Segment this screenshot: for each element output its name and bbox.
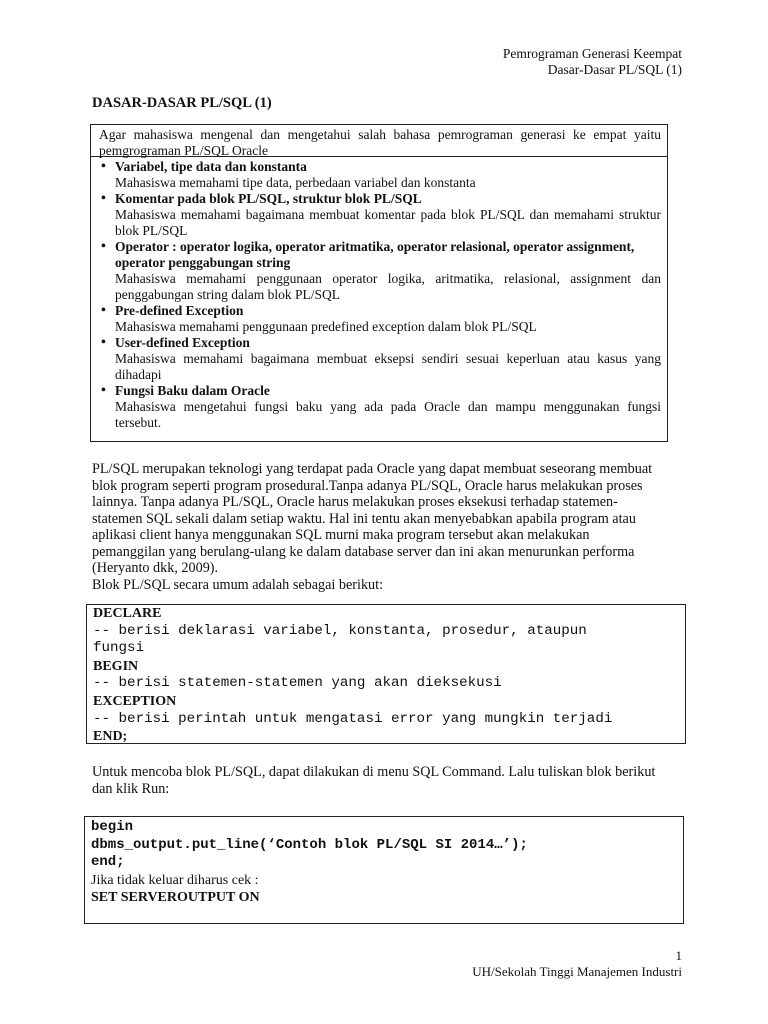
objective-heading: Komentar pada blok PL/SQL, struktur blok PL/SQL — [115, 191, 422, 206]
intro-text — [92, 461, 666, 593]
code-keyword-end: END; — [93, 729, 128, 745]
code-keyword-begin: BEGIN — [93, 658, 139, 674]
page-title: DASAR-DASAR PL/SQL (1) — [92, 95, 272, 111]
code-line-output: dbms_output.put_line(‘Contoh blok PL/SQL SI 2014…’); — [91, 836, 528, 853]
objectives-box — [90, 124, 668, 442]
objective-description: Mahasiswa memahami penggunaan predefined exception dalam blok PL/SQL — [115, 319, 537, 334]
objective-heading: Pre-defined Exception — [115, 303, 244, 318]
bullet-icon: • — [101, 159, 106, 174]
bullet-icon: • — [101, 191, 106, 206]
structure-lead-in: Blok PL/SQL secara umum adalah sebagai berikut: — [92, 576, 384, 593]
code-keyword-declare: DECLARE — [93, 606, 162, 621]
objective-item — [99, 335, 661, 383]
objective-heading: Variabel, tipe data dan konstanta — [115, 159, 307, 174]
code-keyword-exception: EXCEPTION — [93, 693, 177, 709]
bullet-icon: • — [101, 239, 106, 254]
code-note: Jika tidak keluar diharus cek : — [91, 872, 259, 888]
code-line-begin: begin — [91, 819, 134, 835]
objective-item — [99, 303, 661, 335]
code-comment: -- berisi statemen-statemen yang akan dieksekusi — [93, 675, 502, 692]
page-number: 1 — [675, 948, 682, 963]
objective-description: Mahasiswa mengetahui fungsi baku yang ada pada Oracle dan mampu menggunakan fungsi tersebut. — [115, 399, 661, 430]
header-course: Pemrograman Generasi Keempat — [502, 46, 682, 61]
objective-heading: Fungsi Baku dalam Oracle — [115, 383, 270, 398]
example-code-block — [84, 816, 684, 924]
page-footer: UH/Sekolah Tinggi Manajemen Industri — [472, 964, 682, 979]
objective-heading: Operator : operator logika, operator aritmatika, operator relasional, operator assignment, operator penggabungan string — [115, 239, 635, 270]
code-comment: -- berisi perintah untuk mengatasi error yang mungkin terjadi — [93, 710, 613, 727]
objective-description: Mahasiswa memahami bagaimana membuat eksepsi sendiri sesuai keperluan atau kasus yang dihadapi — [115, 351, 661, 382]
bullet-icon: • — [101, 303, 106, 318]
objective-description: Mahasiswa memahami tipe data, perbedaan variabel dan konstanta — [115, 175, 476, 190]
bullet-icon: • — [101, 383, 106, 398]
code-comment: fungsi — [93, 640, 145, 657]
objectives-list — [91, 157, 667, 431]
bullet-icon: • — [101, 335, 106, 350]
objective-heading: User-defined Exception — [115, 335, 250, 350]
objective-item — [99, 239, 661, 303]
code-serveroutput: SET SERVEROUTPUT ON — [91, 890, 260, 905]
code-line-end: end; — [91, 854, 125, 870]
header-topic: Dasar-Dasar PL/SQL (1) — [547, 62, 682, 77]
instruction-paragraph: Untuk mencoba blok PL/SQL, dapat dilakukan di menu SQL Command. Lalu tuliskan blok berikut dan klik Run: — [92, 764, 656, 797]
page-header — [503, 46, 682, 78]
plsql-structure-code-block — [86, 604, 686, 744]
objectives-intro: Agar mahasiswa mengenal dan mengetahui salah bahasa pemrograman generasi ke empat yaitu pemgrograman PL/SQL Oracle — [91, 125, 667, 157]
objective-item — [99, 383, 661, 431]
objective-item — [99, 159, 661, 191]
objective-description: Mahasiswa memahami penggunaan operator logika, aritmatika, relasional, assignment dan penggabungan string dalam blok PL/SQL — [115, 271, 661, 302]
objective-item — [99, 191, 661, 239]
code-comment: -- berisi deklarasi variabel, konstanta, prosedur, ataupun — [93, 622, 587, 639]
intro-paragraph: PL/SQL merupakan teknologi yang terdapat pada Oracle yang dapat membuat seseorang membuat blok program seperti program prosedural.Tanpa adanya PL/SQL, Oracle harus melakukan proses lainnya. Tanpa adanya PL/SQL, Oracle harus melakukan proses eksekusi terhadap statemen-statemen SQL sekali dalam setiap waktu. Hal ini tentu akan menyebabkan apabila program atau aplikasi client hanya menggunakan SQL murni maka program tersebut akan melakukan pemanggilan yang berulang-ulang ke dalam database server dan ini akan menurunkan performa (Heryanto dkk, 2009). — [92, 461, 653, 576]
objective-description: Mahasiswa memahami bagaimana membuat komentar pada blok PL/SQL dan memahami struktur blok PL/SQL — [115, 207, 661, 238]
